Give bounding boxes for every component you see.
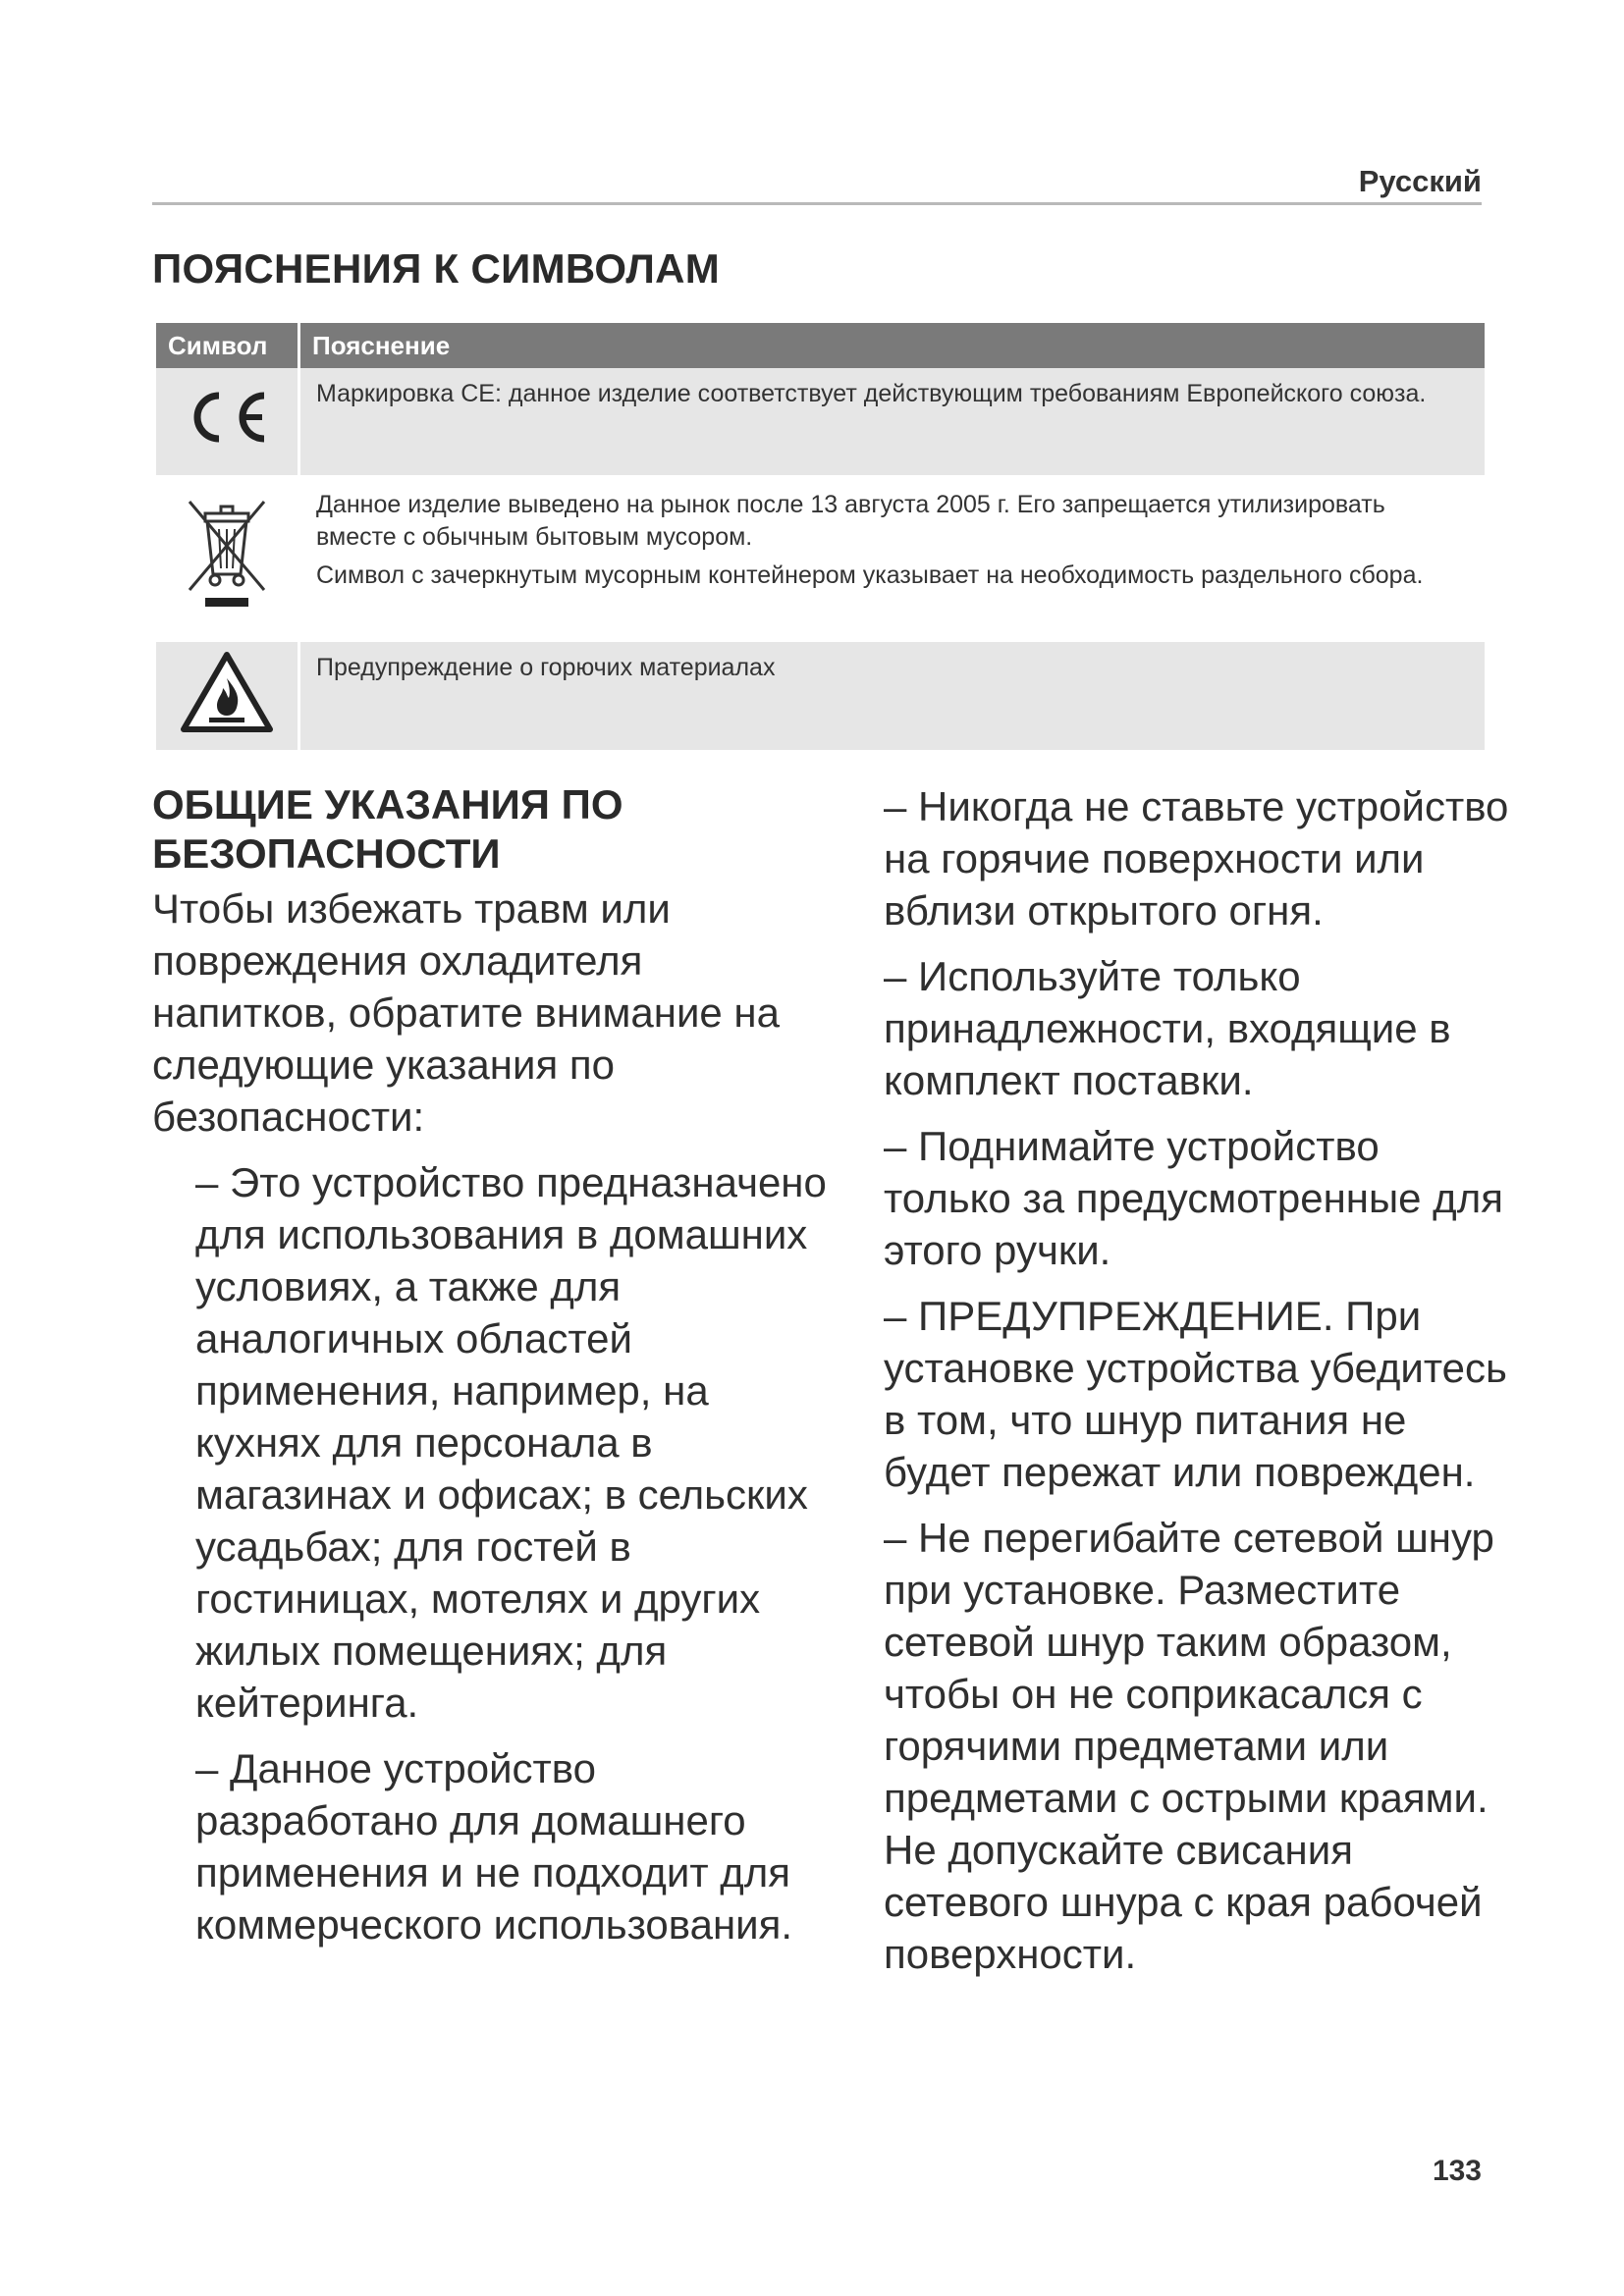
explanation-text: Данное изделие выведено на рынок после 13 августа 2005 г. Его запрещается утилизировать вместе с обычным бытовым мусором. xyxy=(316,491,1385,551)
symbol-cell xyxy=(156,640,299,750)
explanation-text: Символ с зачеркнутым мусорным контейнером указывает на необходимость раздельного сбора. xyxy=(316,561,1424,589)
page-number: 133 xyxy=(1432,2155,1482,2187)
safety-item: – Не перегибайте сетевой шнур при установке. Разместите сетевой шнур таким образом, чтобы он не соприкасался с горячими предметами или предметами с острыми краями. Не допускайте свисания сетевого шнура с края рабочей поверхности. xyxy=(884,1515,1494,1977)
column-header-explanation: Пояснение xyxy=(299,323,1486,368)
safety-item: – Используйте только принадлежности, входящие в комплект поставки. xyxy=(884,953,1451,1103)
explanation-cell xyxy=(299,368,1486,477)
symbols-table xyxy=(156,323,1485,750)
right-column xyxy=(884,780,1512,1994)
table-row xyxy=(156,368,1485,477)
safety-item: – ПРЕДУПРЕЖДЕНИЕ. При установке устройства убедитесь в том, что шнур питания не будет пережат или поврежден. xyxy=(884,1293,1507,1495)
symbol-cell xyxy=(156,477,299,640)
ce-mark-icon xyxy=(180,386,274,449)
explanation-text: Маркировка CE: данное изделие соответствует действующим требованиям Европейского союза. xyxy=(316,380,1427,407)
safety-item: – Это устройство предназначено для использования в домашних условиях, а также для аналогичных областей применения, например, на кухнях для персонала в магазинах и офисах; в сельских усадьбах; для гостей в гостиницах, мотелях и других жилых помещениях; для кейтеринга. xyxy=(195,1159,827,1726)
explanation-cell xyxy=(299,640,1486,750)
crossed-bin-icon xyxy=(178,496,276,614)
symbol-cell xyxy=(156,368,299,477)
safety-section-title: ОБЩИЕ УКАЗАНИЯ ПО БЕЗОПАСНОСТИ xyxy=(152,781,623,877)
left-column xyxy=(152,780,830,1964)
language-label: Русский xyxy=(1358,164,1482,198)
explanation-text: Предупреждение о горючих материалах xyxy=(316,654,776,681)
flammable-warning-icon xyxy=(178,649,276,735)
explanation-cell xyxy=(299,477,1486,640)
safety-item: – Поднимайте устройство только за предусмотренные для этого ручки. xyxy=(884,1123,1503,1273)
column-header-symbol: Символ xyxy=(156,323,299,368)
symbols-table-header xyxy=(156,323,1485,368)
safety-intro: Чтобы избежать травм или повреждения охладителя напитков, обратите внимание на следующие указания по безопасности: xyxy=(152,885,780,1140)
table-row xyxy=(156,477,1485,640)
table-row xyxy=(156,640,1485,750)
header-divider xyxy=(152,202,1482,205)
symbols-section-title: ПОЯСНЕНИЯ К СИМВОЛАМ xyxy=(152,245,721,292)
safety-item: – Данное устройство разработано для домашнего применения и не подходит для коммерческого использования. xyxy=(195,1745,793,1948)
safety-item: – Никогда не ставьте устройство на горячие поверхности или вблизи открытого огня. xyxy=(884,783,1509,934)
